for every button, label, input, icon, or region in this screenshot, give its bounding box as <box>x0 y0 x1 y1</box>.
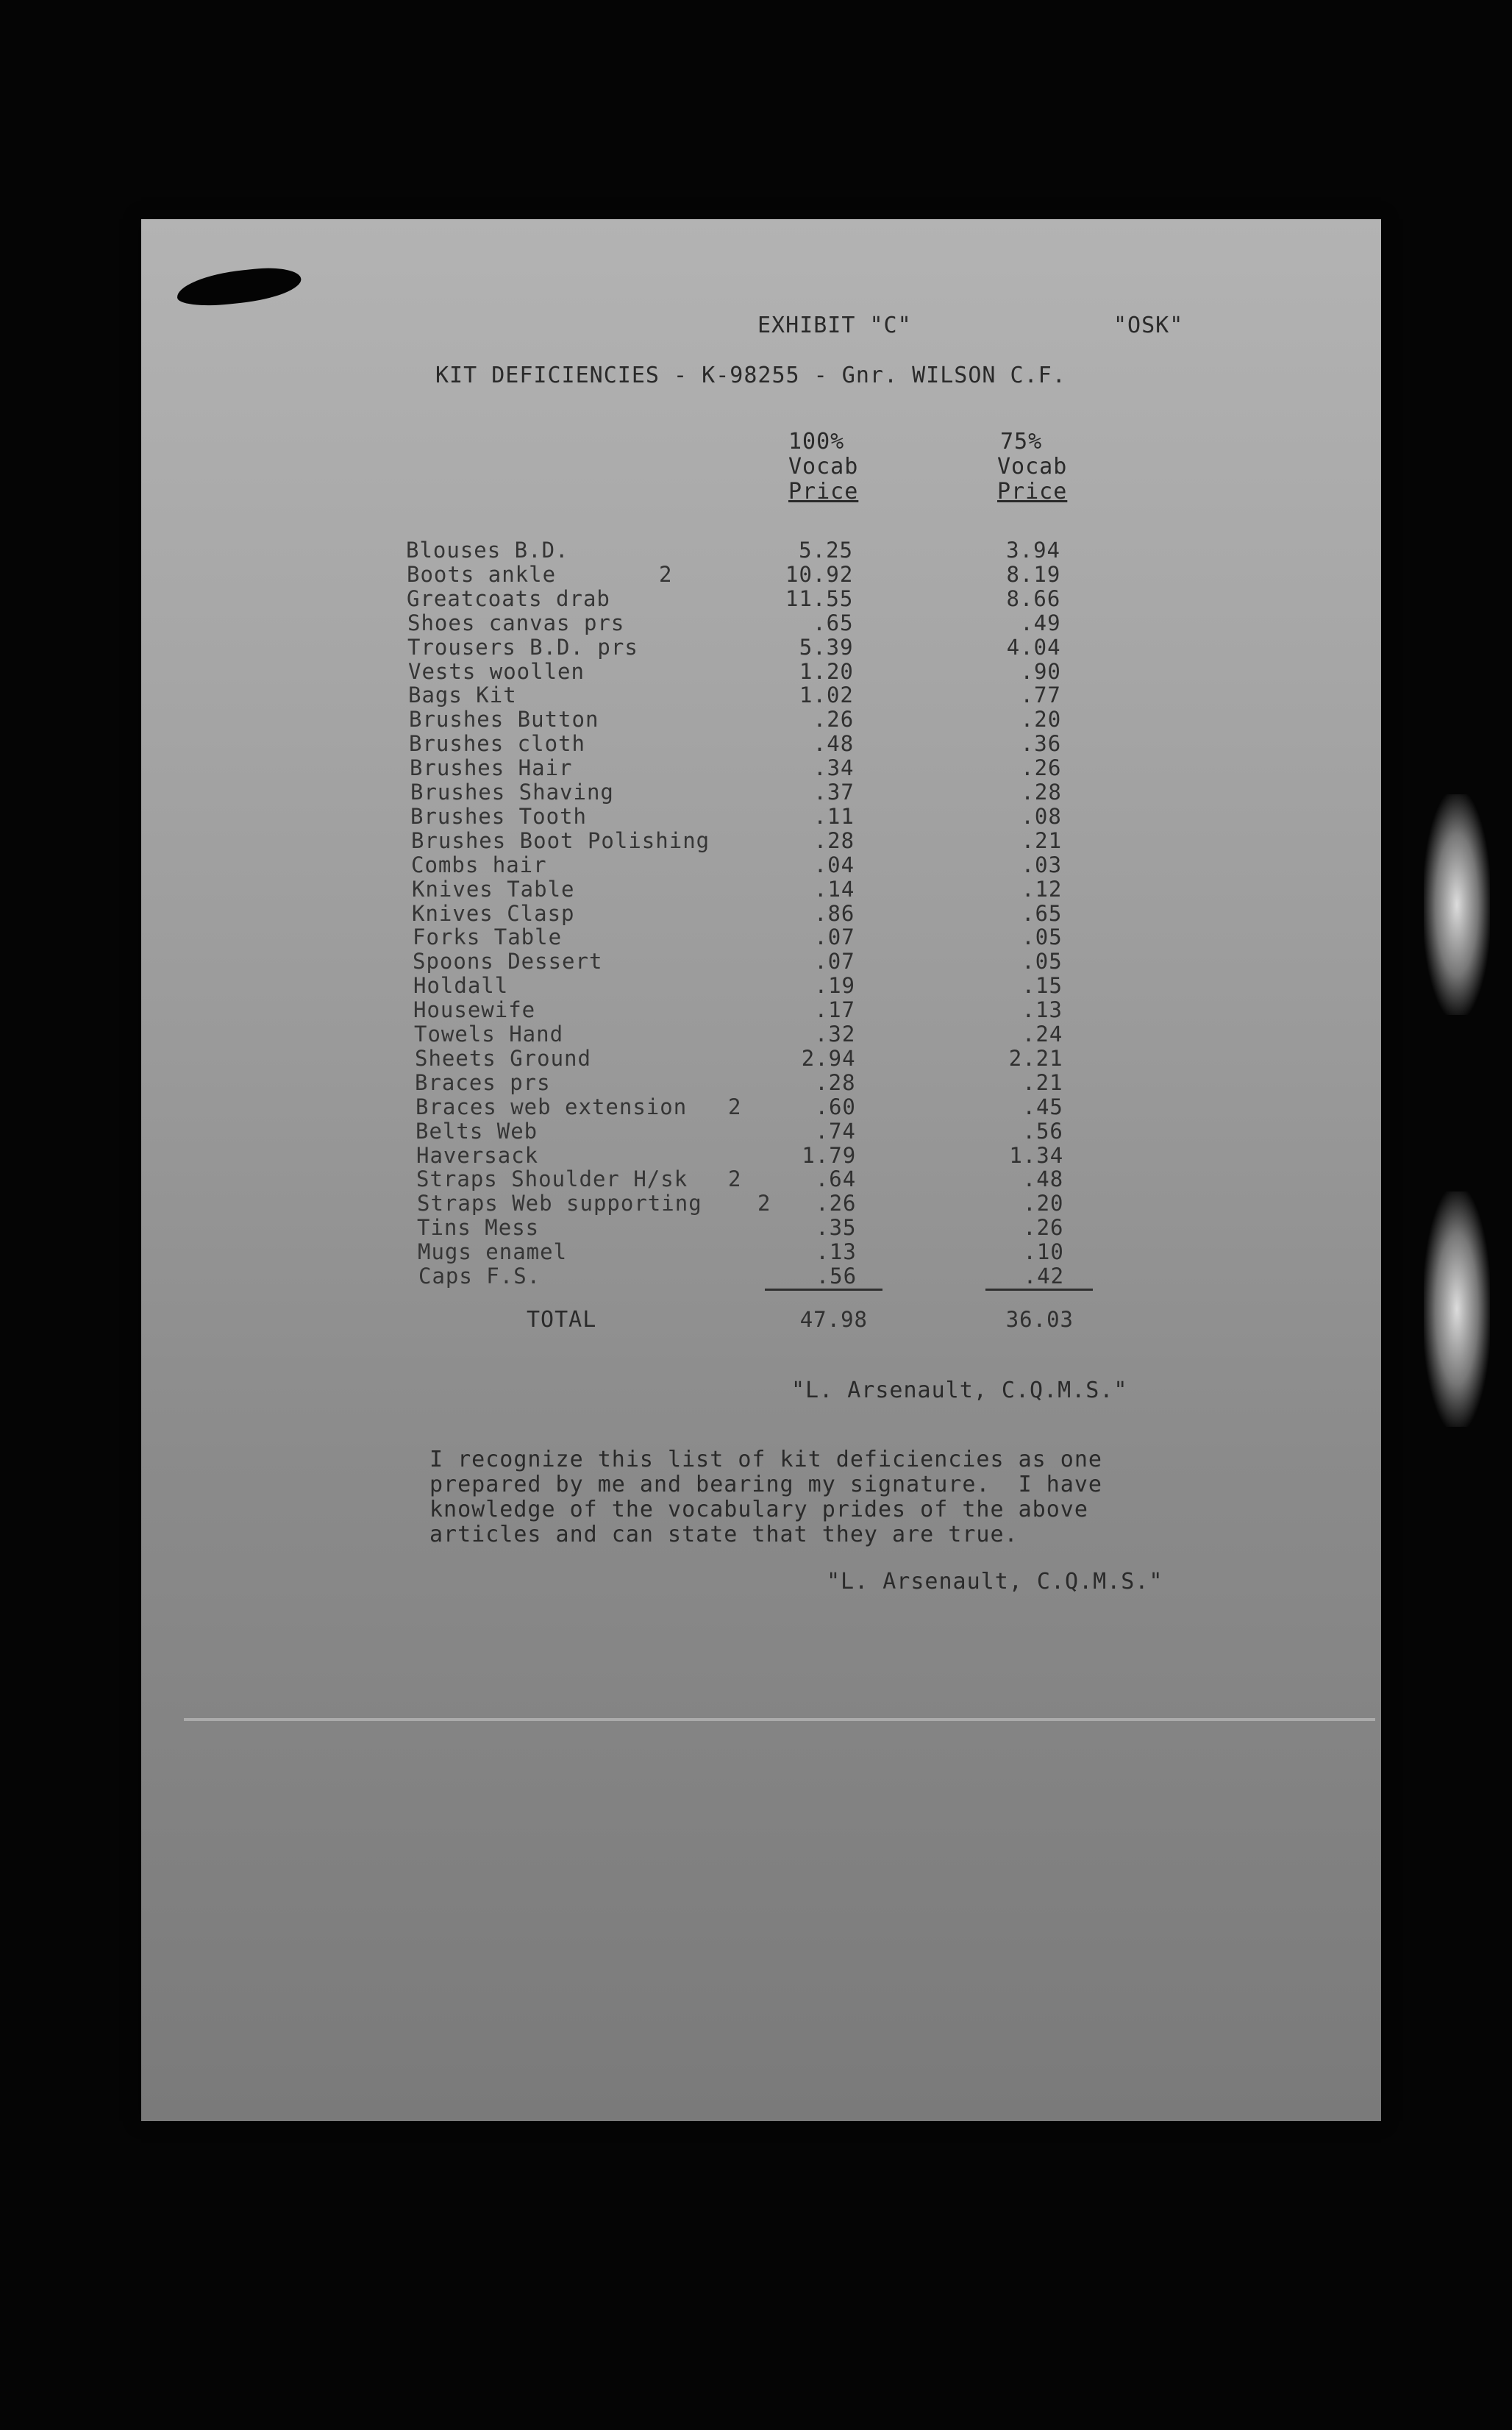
price-75-pct: .45 <box>1022 1094 1063 1119</box>
statement-line: I recognize this list of kit deficiencies as one <box>429 1447 1102 1472</box>
price-100-pct: .64 <box>815 1166 857 1191</box>
price-100-pct: .13 <box>816 1239 857 1264</box>
item-name: Tins Mess <box>417 1215 540 1240</box>
price-100-pct: .26 <box>813 707 855 732</box>
price-100-pct: 5.39 <box>799 635 854 660</box>
item-name: Caps F.S. <box>418 1264 541 1289</box>
price-100-pct: 1.02 <box>799 683 854 708</box>
price-75-pct: .65 <box>1021 901 1063 926</box>
total-rule <box>765 1289 882 1291</box>
price-75-pct: 1.34 <box>1009 1143 1064 1168</box>
price-100-pct: .07 <box>814 949 855 974</box>
item-name: Knives Table <box>412 877 575 902</box>
price-75-pct: 8.66 <box>1006 586 1061 611</box>
signature-line: "L. Arsenault, C.Q.M.S." <box>827 1569 1163 1595</box>
column-header-75-pct: 75% <box>1000 429 1043 455</box>
item-name: Brushes Button <box>409 707 599 732</box>
item-name: Vests woollen <box>408 659 585 684</box>
paper-fold-line <box>184 1718 1375 1721</box>
item-name: Brushes Hair <box>410 755 573 780</box>
statement-line: articles and can state that they are true. <box>429 1522 1019 1547</box>
price-75-pct: .03 <box>1021 852 1063 877</box>
item-name: Haversack <box>416 1143 539 1168</box>
column-header-100-pct: 100% <box>788 429 845 455</box>
price-75-pct: .26 <box>1023 1215 1064 1240</box>
item-name: Bags Kit <box>408 683 517 708</box>
item-name: Combs hair <box>411 852 547 877</box>
price-100-pct: .60 <box>815 1094 856 1119</box>
item-name: Knives Clasp <box>412 901 575 926</box>
signature-line: "L. Arsenault, C.Q.M.S." <box>791 1378 1128 1403</box>
price-75-pct: .08 <box>1021 804 1062 829</box>
price-100-pct: .07 <box>814 924 855 949</box>
item-name: Towels Hand <box>414 1022 564 1047</box>
column-header-price: Price <box>788 479 859 505</box>
price-75-pct: .13 <box>1021 997 1063 1022</box>
price-100-pct: 10.92 <box>785 562 854 587</box>
price-75-pct: .48 <box>1022 1166 1064 1191</box>
price-75-pct: .05 <box>1021 949 1063 974</box>
price-75-pct: .56 <box>1022 1119 1063 1144</box>
price-75-pct: 4.04 <box>1006 635 1061 660</box>
price-75-pct: .28 <box>1021 780 1062 805</box>
price-100-pct: .14 <box>814 877 855 902</box>
price-100-pct: 5.25 <box>799 538 853 563</box>
price-75-pct: 8.19 <box>1006 562 1061 587</box>
exhibit-label: EXHIBIT "C" <box>757 313 912 338</box>
column-header-vocab: Vocab <box>997 454 1068 480</box>
price-75-pct: .15 <box>1021 973 1063 998</box>
item-quantity: 2 <box>757 1191 771 1216</box>
price-100-pct: .56 <box>816 1264 857 1289</box>
price-75-pct: .10 <box>1023 1239 1064 1264</box>
total-100-pct: 47.98 <box>799 1307 868 1332</box>
price-75-pct: .26 <box>1021 755 1062 780</box>
price-75-pct: 2.21 <box>1008 1046 1063 1071</box>
price-100-pct: .65 <box>813 610 854 635</box>
item-name: Holdall <box>413 973 509 998</box>
price-75-pct: .90 <box>1020 659 1061 684</box>
item-name: Sheets Ground <box>415 1046 591 1071</box>
price-75-pct: 3.94 <box>1006 538 1060 563</box>
item-name: Housewife <box>413 997 536 1022</box>
price-75-pct: .24 <box>1021 1022 1063 1047</box>
price-75-pct: .12 <box>1021 877 1063 902</box>
price-75-pct: .77 <box>1020 683 1061 708</box>
item-name: Boots ankle <box>407 562 557 587</box>
document-code: "OSK" <box>1113 313 1184 338</box>
price-100-pct: .28 <box>813 828 855 853</box>
price-75-pct: .21 <box>1022 1070 1063 1095</box>
column-header-price: Price <box>997 479 1068 505</box>
item-quantity: 2 <box>728 1166 742 1191</box>
item-quantity: 2 <box>728 1094 742 1119</box>
price-100-pct: .11 <box>813 804 855 829</box>
price-100-pct: 1.79 <box>802 1143 857 1168</box>
column-header-vocab: Vocab <box>788 454 859 480</box>
price-100-pct: .34 <box>813 755 855 780</box>
item-name: Braces prs <box>415 1070 551 1095</box>
item-name: Trousers B.D. prs <box>407 635 638 660</box>
price-100-pct: .04 <box>813 852 855 877</box>
price-100-pct: .17 <box>814 997 855 1022</box>
price-75-pct: .20 <box>1020 707 1062 732</box>
item-name: Shoes canvas prs <box>407 610 625 635</box>
price-100-pct: .32 <box>814 1022 856 1047</box>
price-75-pct: .49 <box>1020 610 1061 635</box>
item-name: Brushes Boot Polishing <box>411 828 710 853</box>
item-name: Brushes Tooth <box>410 804 587 829</box>
item-name: Braces web extension <box>416 1094 688 1119</box>
price-100-pct: .19 <box>814 973 855 998</box>
price-100-pct: 11.55 <box>785 586 854 611</box>
item-name: Spoons Dessert <box>413 949 603 974</box>
price-100-pct: .48 <box>813 731 855 756</box>
item-name: Brushes Shaving <box>410 780 614 805</box>
item-name: Forks Table <box>413 924 563 949</box>
price-100-pct: .35 <box>816 1215 857 1240</box>
item-name: Mugs enamel <box>418 1239 568 1264</box>
price-75-pct: .21 <box>1021 828 1063 853</box>
price-75-pct: .36 <box>1020 731 1062 756</box>
price-100-pct: 2.94 <box>801 1046 856 1071</box>
price-75-pct: .42 <box>1023 1264 1065 1289</box>
price-100-pct: .74 <box>815 1119 856 1144</box>
item-name: Belts Web <box>416 1119 538 1144</box>
document-title: KIT DEFICIENCIES - K-98255 - Gnr. WILSON C.F. <box>435 363 1066 388</box>
price-100-pct: .26 <box>816 1191 857 1216</box>
film-edge-glare <box>1424 794 1490 1015</box>
price-100-pct: .37 <box>813 780 855 805</box>
price-100-pct: .86 <box>814 901 855 926</box>
price-100-pct: 1.20 <box>799 659 854 684</box>
statement-line: prepared by me and bearing my signature. I have <box>429 1472 1102 1497</box>
total-label: TOTAL <box>527 1307 597 1333</box>
price-100-pct: .28 <box>815 1070 856 1095</box>
item-name: Brushes cloth <box>409 731 585 756</box>
film-edge-glare <box>1424 1191 1490 1427</box>
item-name: Blouses B.D. <box>406 538 569 563</box>
price-75-pct: .05 <box>1021 924 1063 949</box>
item-name: Straps Shoulder H/sk <box>416 1166 688 1191</box>
total-rule <box>985 1289 1093 1291</box>
item-name: Greatcoats drab <box>407 586 610 611</box>
price-75-pct: .20 <box>1023 1191 1064 1216</box>
item-name: Straps Web supporting <box>417 1191 702 1216</box>
total-75-pct: 36.03 <box>1005 1307 1074 1332</box>
statement-line: knowledge of the vocabulary prides of the above <box>429 1497 1088 1522</box>
item-quantity: 2 <box>659 562 673 587</box>
